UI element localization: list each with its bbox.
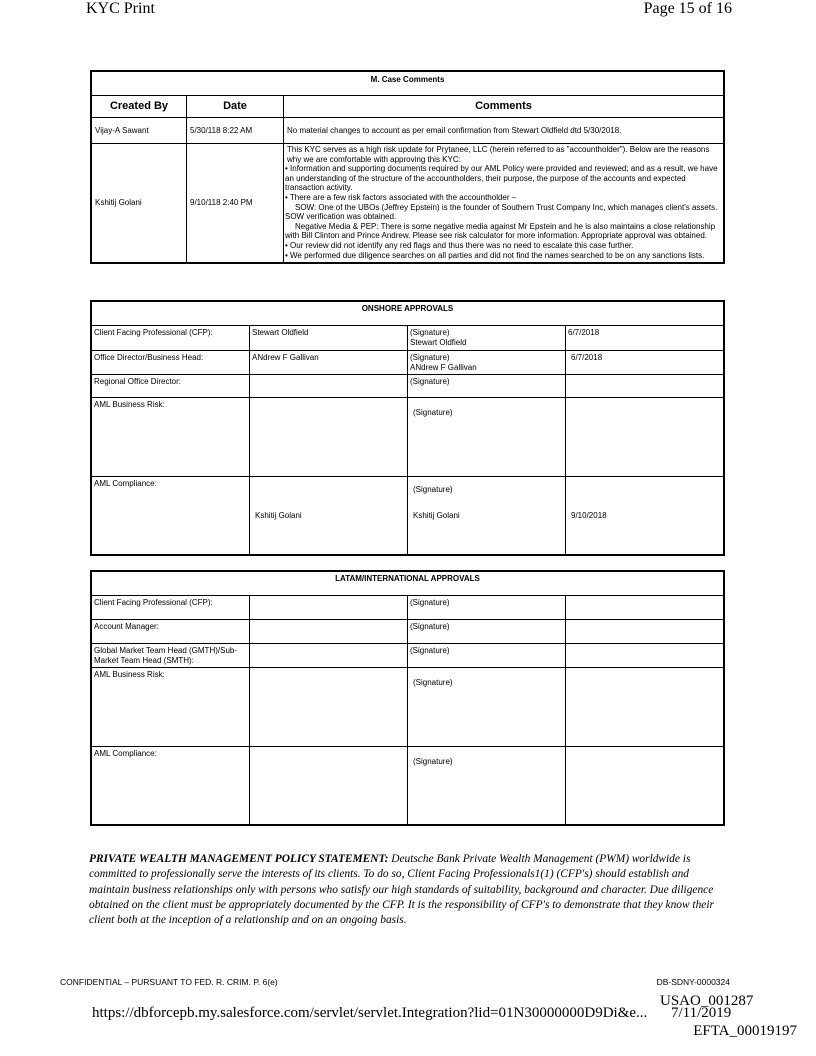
approver-name: Kshitij Golani <box>250 477 408 555</box>
print-date: 7/11/2019 <box>671 1005 732 1021</box>
signature-label: (Signature) <box>410 353 450 362</box>
table-row <box>92 644 724 668</box>
signature-label: (Signature) <box>408 668 566 747</box>
confidential-notice: CONFIDENTIAL – PURSUANT TO FED. R. CRIM. P. 6(e) <box>60 977 278 987</box>
date-cell: 9/10/118 2:40 PM <box>187 144 284 263</box>
role-label: AML Compliance: <box>92 477 250 555</box>
approval-date: 6/7/2018 <box>566 351 724 375</box>
latam-approvals-title: LATAM/INTERNATIONAL APPROVALS <box>92 572 724 596</box>
comment-cell: No material changes to account as per email confirmation from Stewart Oldfield dtd 5/30/2018. <box>284 118 724 144</box>
table-row <box>92 477 724 555</box>
column-header-created-by: Created By <box>92 96 187 118</box>
comment-line: • There are a few risk factors associated with the accountholder – <box>285 192 517 202</box>
approver-name <box>250 620 408 644</box>
latam-approvals-section <box>90 570 725 826</box>
signature-cell <box>408 351 566 375</box>
approval-date <box>566 747 724 825</box>
approver-name: ANdrew F Gallivan <box>250 351 408 375</box>
onshore-approvals-title: ONSHORE APPROVALS <box>92 302 724 326</box>
approver-name <box>250 398 408 477</box>
table-row <box>92 668 724 747</box>
approver-name <box>250 747 408 825</box>
case-comments-section <box>90 70 725 264</box>
role-label: Client Facing Professional (CFP): <box>92 596 250 620</box>
approver-name <box>250 668 408 747</box>
signature-name: ANdrew F Gallivan <box>410 362 477 372</box>
approval-date <box>566 668 724 747</box>
efta-stamp: EFTA_00019197 <box>693 1023 797 1039</box>
role-label: Account Manager: <box>92 620 250 644</box>
source-url: https://dbforcepb.my.salesforce.com/servlet/servlet.Integration?lid=01N30000000D9Di&e... <box>92 1005 648 1021</box>
approver-name <box>250 644 408 668</box>
signature-name: Stewart Oldfield <box>410 337 467 347</box>
comment-line: • We performed due diligence searches on all parties and did not find the names searched to be on any sanctions lists. <box>285 250 705 260</box>
signature-label: (Signature) <box>408 747 566 825</box>
latam-approvals-table <box>91 571 724 825</box>
approval-date <box>566 375 724 398</box>
comment-line: • Information and supporting documents required by our AML Policy were provided and reviewed; and as a result, we have an understanding of the structure of the accountholders, their purpose, the purpose of the accounts and expected transaction activity. <box>285 164 718 193</box>
signature-label: (Signature) <box>413 485 453 495</box>
table-row <box>92 118 724 144</box>
page-number: Page 15 of 16 <box>643 0 732 17</box>
approver-name <box>250 375 408 398</box>
comment-line: SOW: One of the UBOs (Jeffrey Epstein) is the founder of Southern Trust Company Inc, which manages client's assets. SOW verification was obtained. <box>285 202 718 222</box>
approver-name <box>250 596 408 620</box>
policy-heading: PRIVATE WEALTH MANAGEMENT POLICY STATEMENT: <box>89 853 389 865</box>
role-label: AML Business Risk: <box>92 668 250 747</box>
signature-label: (Signature) <box>408 596 566 620</box>
signature-cell <box>408 477 566 555</box>
approver-name: Stewart Oldfield <box>250 326 408 351</box>
table-row <box>92 747 724 825</box>
comment-line: Negative Media & PEP: There is some negative media against Mr Epstein and he is also maintains a close relationship with Bill Clinton and Prince Andrew. Please see risk calculator for more information. Appropriate approval was obtained. <box>285 221 716 241</box>
signature-label: (Signature) <box>408 620 566 644</box>
comment-cell <box>284 144 724 263</box>
signature-name: Kshitij Golani <box>413 510 460 520</box>
case-comments-table <box>91 71 724 263</box>
approval-date: 9/10/2018 <box>566 477 724 555</box>
usao-stamp: USAO_001287 <box>660 993 754 1009</box>
policy-statement <box>89 852 729 928</box>
table-row <box>92 596 724 620</box>
table-row <box>92 326 724 351</box>
onshore-approvals-table <box>91 301 724 555</box>
case-comments-title: M. Case Comments <box>92 72 724 96</box>
comment-line: This KYC serves as a high risk update for Prytanee, LLC (herein referred to as "accountholder"). Below are the reasons why we are comfortable with approving this KYC: <box>287 145 710 164</box>
policy-body: Deutsche Bank Private Wealth Management (PWM) worldwide is committed to professionally serve the interests of its clients. To do so, Client Facing Professionals1(1) (CFP's) should establish and maintain business relationships only with persons who satisfy our high standards of suitability, background and character. Due diligence obtained on the client must be appropriately documented by the CFP. It is the responsibility of CFP's to demonstrate that they know their client both at the inception of a relationship and on an ongoing basis. <box>89 853 714 927</box>
date-cell: 5/30/118 8:22 AM <box>187 118 284 144</box>
column-header-date: Date <box>187 96 284 118</box>
approval-date <box>566 644 724 668</box>
role-label: Regional Office Director: <box>92 375 250 398</box>
app-title: KYC Print <box>86 0 155 17</box>
approval-date <box>566 620 724 644</box>
signature-cell <box>408 326 566 351</box>
signature-label: (Signature) <box>408 644 566 668</box>
table-row <box>92 398 724 477</box>
bates-number: DB-SDNY-0000324 <box>656 977 730 987</box>
role-label: Office Director/Business Head: <box>92 351 250 375</box>
role-label: AML Compliance: <box>92 747 250 825</box>
role-label: Global Market Team Head (GMTH)/Sub-Market Team Head (SMTH): <box>92 644 250 668</box>
role-label: Client Facing Professional (CFP): <box>92 326 250 351</box>
signature-label: (Signature) <box>408 375 566 398</box>
column-header-comments: Comments <box>284 96 724 118</box>
signature-label: (Signature) <box>410 328 450 337</box>
signature-label: (Signature) <box>408 398 566 477</box>
table-row <box>92 375 724 398</box>
table-row <box>92 144 724 263</box>
role-label: AML Business Risk: <box>92 398 250 477</box>
created-by-cell: Kshitij Golani <box>92 144 187 263</box>
onshore-approvals-section <box>90 300 725 556</box>
approval-date <box>566 398 724 477</box>
created-by-cell: Vijay-A Sawant <box>92 118 187 144</box>
approval-date <box>566 596 724 620</box>
table-row <box>92 351 724 375</box>
table-row <box>92 620 724 644</box>
approval-date: 6/7/2018 <box>566 326 724 351</box>
comment-line: • Our review did not identify any red flags and thus there was no need to escalate this case further. <box>285 240 634 250</box>
